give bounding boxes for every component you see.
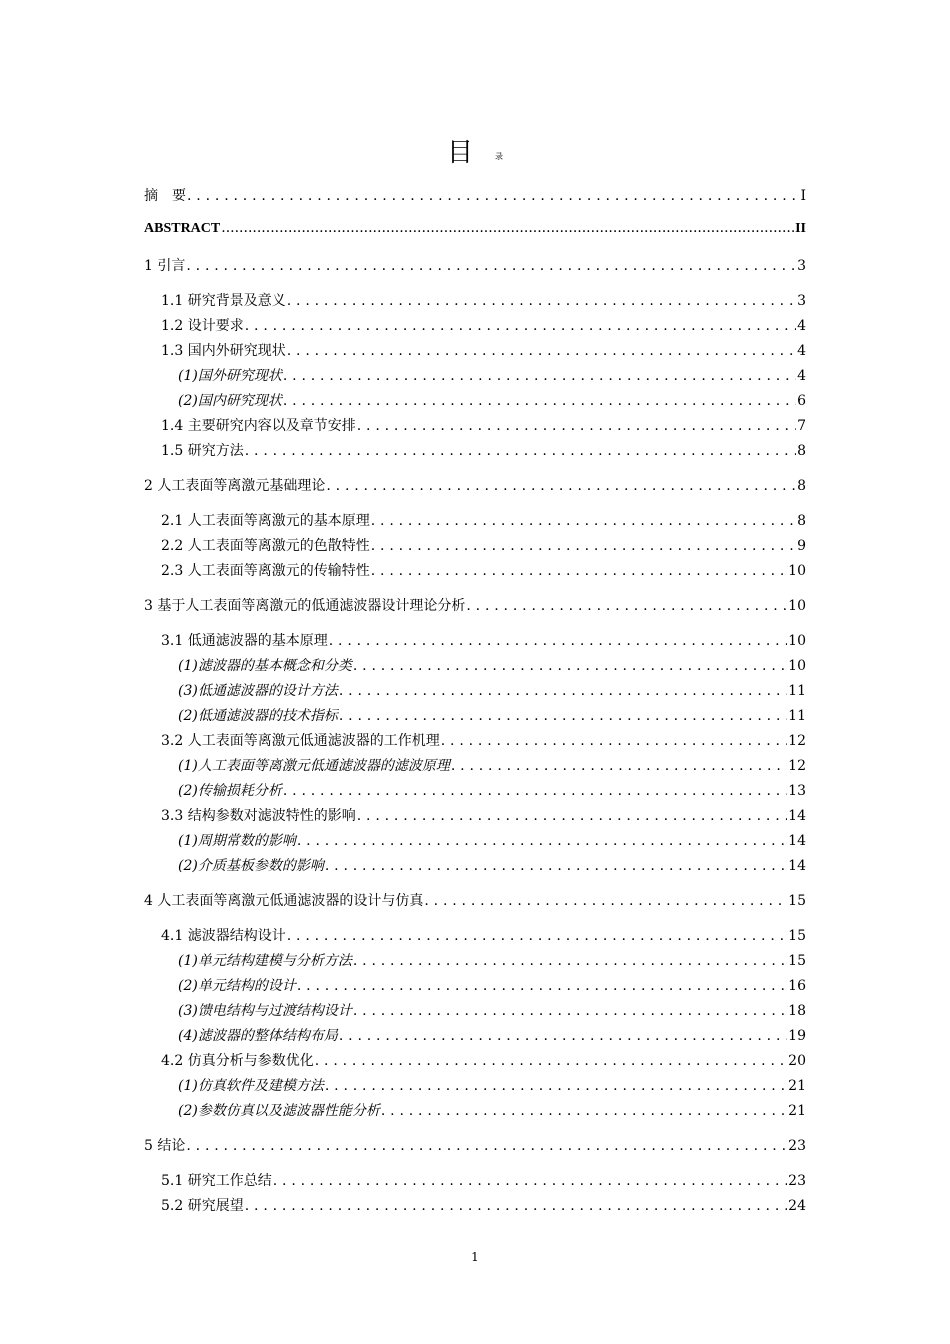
toc-dot-leader [283,783,787,799]
toc-entry-page: 12 [788,758,806,774]
toc-entry[interactable] [144,390,806,415]
toc-dot-leader [315,1053,787,1069]
toc-dot-leader [186,258,796,274]
toc-dot-leader [381,1103,787,1119]
toc-entry-title: (1)人工表面等离激元低通滤波器的滤波原理 [178,758,450,774]
toc-dot-leader [283,393,796,409]
toc-entry-page: 10 [788,658,806,674]
toc-dot-leader [186,1138,787,1154]
toc-entry-title: 3.2 人工表面等离激元低通滤波器的工作机理 [161,733,440,749]
toc-entry-title: (3)馈电结构与过渡结构设计 [178,1003,352,1019]
toc-entry-title: 1.2 设计要求 [161,318,244,334]
toc-entry-page: 19 [788,1028,806,1044]
toc-dot-leader [283,368,796,384]
toc-entry-page: 6 [797,393,806,409]
toc-entry[interactable] [144,630,806,655]
toc-dot-leader [371,513,796,529]
toc-dot-leader [297,978,787,994]
toc-entry-page: 18 [788,1003,806,1019]
toc-entry-page: 24 [788,1198,806,1214]
toc-entry-title: (3)低通滤波器的设计方法 [178,683,338,699]
toc-dot-leader [339,1028,787,1044]
toc-entry-page: II [795,221,806,236]
toc-entry-page: 8 [797,513,806,529]
toc-entry[interactable] [144,780,806,805]
toc-entry[interactable] [144,510,806,535]
toc-entry-title: (2)国内研究现状 [178,393,282,409]
toc-entry-page: 14 [788,858,806,874]
toc-entry[interactable] [144,655,806,680]
toc-entry-title: (2)参数仿真以及滤波器性能分析 [178,1103,380,1119]
toc-entry[interactable] [144,415,806,440]
toc-entry-title: 1 引言 [144,258,186,274]
toc-entry-page: 8 [797,478,806,494]
toc-entry-title: ABSTRACT [144,221,221,236]
toc-entry-title: 3 基于人工表面等离激元的低通滤波器设计理论分析 [144,598,466,614]
toc-heading [0,132,950,169]
toc-entry-page: 16 [788,978,806,994]
toc-entry-page: 10 [788,563,806,579]
toc-entry-title: 摘 要 [144,188,186,204]
toc-dot-leader [287,928,787,944]
toc-entry-page: 11 [788,683,806,699]
toc-entry[interactable] [144,730,806,755]
toc-entry[interactable] [144,560,806,585]
toc-entry-page: 8 [797,443,806,459]
toc-entry[interactable] [144,890,806,915]
toc-entry[interactable] [144,365,806,390]
toc-entry-page: 23 [788,1173,806,1189]
toc-entry-title: 3.1 低通滤波器的基本原理 [161,633,328,649]
toc-entry[interactable] [144,255,806,280]
toc-entry-page: 12 [788,733,806,749]
toc-entry-page: 21 [788,1078,806,1094]
toc-entry[interactable] [144,1075,806,1100]
toc-entry-page: 10 [788,633,806,649]
toc-entry-title: 5 结论 [144,1138,186,1154]
toc-entry-title: (1)单元结构建模与分析方法 [178,953,352,969]
toc-entry[interactable] [144,830,806,855]
toc-entry-title: 1.5 研究方法 [161,443,244,459]
toc-entry[interactable] [144,290,806,315]
toc-dot-leader [273,1173,787,1189]
toc-entry-title: (1)滤波器的基本概念和分类 [178,658,352,674]
toc-dot-leader [339,708,787,724]
toc-entry-title: 1.1 研究背景及意义 [161,293,286,309]
toc-dot-leader [357,808,787,824]
toc-dot-leader [371,538,796,554]
toc-entry-page: 15 [788,928,806,944]
toc-entry[interactable] [144,185,806,210]
toc-entry-page: 23 [788,1138,806,1154]
toc-entry[interactable] [144,1195,806,1220]
toc-entry[interactable] [144,1170,806,1195]
table-of-contents [144,185,806,1220]
toc-dot-leader [221,220,794,236]
toc-entry-title: 5.1 研究工作总结 [161,1173,272,1189]
toc-entry-page: 3 [797,258,806,274]
toc-entry-title: (2)传输损耗分析 [178,783,282,799]
toc-entry-title: 2.1 人工表面等离激元的基本原理 [161,513,370,529]
toc-entry[interactable] [144,1135,806,1160]
toc-dot-leader [287,343,796,359]
toc-entry[interactable] [144,755,806,780]
toc-entry[interactable] [144,475,806,500]
toc-entry-title: 3.3 结构参数对滤波特性的影响 [161,808,356,824]
toc-entry[interactable] [144,1000,806,1025]
toc-entry-page: 3 [797,293,806,309]
toc-entry-title: (4)滤波器的整体结构布局 [178,1028,338,1044]
toc-entry-page: 4 [797,318,806,334]
toc-dot-leader [325,1078,787,1094]
toc-dot-leader [297,833,787,849]
toc-entry[interactable] [144,680,806,705]
toc-entry[interactable] [144,340,806,365]
toc-entry-title: 5.2 研究展望 [161,1198,244,1214]
toc-entry-page: I [800,188,806,204]
toc-entry[interactable] [144,855,806,880]
toc-entry-title: (1)仿真软件及建模方法 [178,1078,324,1094]
toc-dot-leader [353,953,787,969]
toc-dot-leader [325,858,787,874]
toc-entry-title: 1.4 主要研究内容以及章节安排 [161,418,356,434]
toc-entry-page: 9 [797,538,806,554]
toc-entry-title: 4.2 仿真分析与参数优化 [161,1053,314,1069]
toc-dot-leader [187,188,799,204]
toc-entry-page: 7 [797,418,806,434]
toc-entry[interactable] [144,950,806,975]
toc-dot-leader [441,733,787,749]
toc-entry[interactable] [144,1025,806,1050]
toc-entry-page: 10 [788,598,806,614]
toc-dot-leader [287,293,796,309]
toc-dot-leader [357,418,796,434]
toc-entry-page: 21 [788,1103,806,1119]
toc-entry[interactable] [144,705,806,730]
toc-entry-page: 4 [797,343,806,359]
toc-heading-main: 目 [446,138,473,168]
toc-dot-leader [451,758,787,774]
toc-dot-leader [466,598,787,614]
toc-dot-leader [329,633,787,649]
toc-dot-leader [245,1198,787,1214]
toc-entry-title: (2)低通滤波器的技术指标 [178,708,338,724]
toc-entry[interactable] [144,805,806,830]
toc-entry[interactable] [144,975,806,1000]
toc-entry-title: (1)国外研究现状 [178,368,282,384]
page-number: 1 [471,1250,479,1264]
toc-entry-page: 15 [788,893,806,909]
toc-entry-title: (2)单元结构的设计 [178,978,296,994]
toc-entry-title: 4.1 滤波器结构设计 [161,928,286,944]
toc-entry-title: 2.3 人工表面等离激元的传输特性 [161,563,370,579]
toc-entry[interactable] [144,535,806,560]
toc-entry-page: 13 [788,783,806,799]
toc-entry-title: 1.3 国内外研究现状 [161,343,286,359]
toc-entry[interactable] [144,440,806,465]
toc-entry[interactable] [144,595,806,620]
toc-entry-page: 14 [788,808,806,824]
toc-dot-leader [353,658,787,674]
toc-entry-title: 4 人工表面等离激元低通滤波器的设计与仿真 [144,893,424,909]
toc-heading-sub: 录 [495,152,503,161]
toc-entry-title: 2.2 人工表面等离激元的色散特性 [161,538,370,554]
toc-entry[interactable] [144,925,806,950]
toc-entry-title: 2 人工表面等离激元基础理论 [144,478,326,494]
toc-entry[interactable] [144,1050,806,1075]
toc-dot-leader [424,893,787,909]
toc-entry-page: 14 [788,833,806,849]
toc-entry-page: 20 [788,1053,806,1069]
toc-dot-leader [326,478,796,494]
toc-entry-page: 15 [788,953,806,969]
toc-entry[interactable] [144,315,806,340]
toc-dot-leader [245,318,796,334]
toc-entry[interactable] [144,1100,806,1125]
toc-dot-leader [245,443,796,459]
toc-dot-leader [371,563,787,579]
toc-dot-leader [353,1003,787,1019]
toc-entry-page: 11 [788,708,806,724]
toc-dot-leader [339,683,787,699]
toc-entry-title: (1)周期常数的影响 [178,833,296,849]
toc-entry[interactable] [144,220,806,245]
toc-entry-title: (2)介质基板参数的影响 [178,858,324,874]
toc-entry-page: 4 [797,368,806,384]
